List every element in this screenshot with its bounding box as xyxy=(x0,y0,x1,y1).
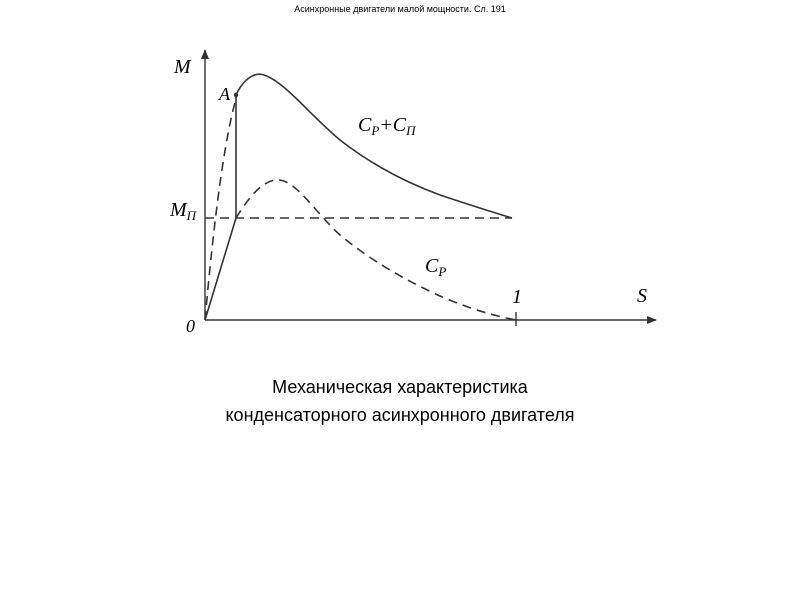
curve-sum-sub1: P xyxy=(371,123,380,138)
start-torque-label xyxy=(169,199,198,223)
curve-cp-plus-cn-label xyxy=(358,114,417,138)
x-one-label: 1 xyxy=(512,286,522,308)
slide-header: Асинхронные двигатели малой мощности. Сл. 191 xyxy=(294,4,506,14)
point-a-label: A xyxy=(219,84,230,104)
curve-sum-main: C xyxy=(358,114,372,136)
x-axis-label: S xyxy=(637,285,647,307)
curve-cp-label xyxy=(425,255,446,279)
y-axis-label: M xyxy=(174,56,191,78)
curve-cp-plus-cn xyxy=(236,74,512,218)
caption-line-1: Механическая характеристика xyxy=(272,377,528,397)
curve-work-sub: P xyxy=(438,264,447,279)
curve-work-main: C xyxy=(425,255,439,277)
startup-dashed-curve xyxy=(205,95,237,320)
origin-label: 0 xyxy=(186,316,195,336)
start-torque-sub: П xyxy=(186,208,197,223)
curve-sum-plus: +C xyxy=(379,114,407,136)
figure-caption xyxy=(0,373,800,429)
curve-sum-sub2: П xyxy=(406,123,416,138)
caption-line-2: конденсаторного асинхронного двигателя xyxy=(225,405,575,425)
curve-cp xyxy=(236,180,516,320)
start-torque-main: M xyxy=(170,199,187,221)
